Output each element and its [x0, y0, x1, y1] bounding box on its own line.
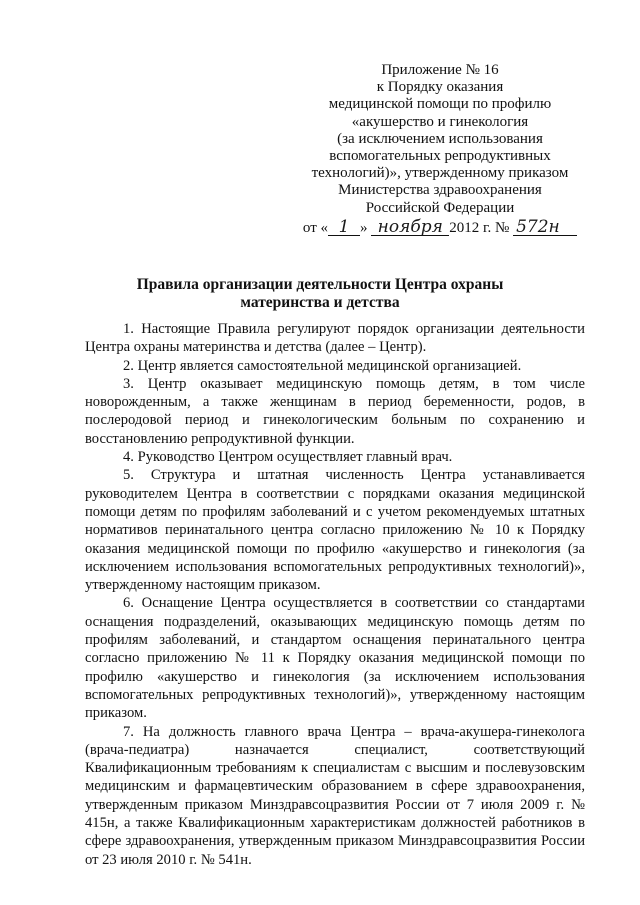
appendix-line: Российской Федерации — [365, 199, 515, 216]
appendix-line: вспомогательных репродуктивных — [329, 148, 551, 165]
order-date-line — [300, 216, 580, 237]
date-year: 2012 г. № — [449, 219, 510, 236]
paragraph: 1. Настоящие Правила регулируют порядок организации деятельности Центра охраны материнства и детства (далее – Центр). — [85, 321, 585, 356]
paragraph: 7. На должность главного врача Центра – врача-акушера-гинеколога (врача-педиатра) назначается специалист, соответствующий Квалификационным требованиям к специалистам с высшим и послевузовским медицинским и фармацевтическим образованием в сфере здравоохранения, утвержденным приказом Минздравсоцразвития России от 7 июля 2009 г. № 415н, а также Квалификационным характеристикам должностей работников в сфере здравоохранения, утвержденным приказом Минздравсоцразвития России от 23 июля 2010 г. № 541н. — [85, 723, 585, 868]
appendix-line: «акушерство и гинекология — [351, 113, 529, 130]
appendix-line: к Порядку оказания — [376, 79, 504, 96]
paragraph: 3. Центр оказывает медицинскую помощь детям, в том числе новорожденным, а также женщинам в период беременности, родов, в послеродовой период и гинекологическим больным по сохранению и восстановлению репродуктивной функции. — [85, 375, 585, 447]
document-title — [100, 276, 540, 312]
appendix-line: Приложение № 16 — [381, 62, 499, 78]
title-line-1: Правила организации деятельности Центра охраны — [136, 276, 504, 293]
paragraph: 4. Руководство Центром осуществляет главный врач. — [123, 449, 453, 466]
handwritten-month: ноября — [371, 219, 449, 236]
handwritten-day: 1 — [328, 219, 360, 236]
rules-body — [85, 320, 585, 869]
appendix-line: (за исключением использования — [337, 130, 543, 147]
date-mid: » — [360, 219, 368, 236]
appendix-line: технологий)», утвержденному приказом — [311, 165, 569, 182]
title-line-2: материнства и детства — [240, 294, 400, 311]
appendix-header — [300, 62, 580, 237]
paragraph: 2. Центр является самостоятельной медицинской организацией. — [123, 357, 522, 374]
date-prefix: от « — [302, 219, 329, 236]
handwritten-order-number: 572н — [513, 219, 577, 236]
appendix-line: Министерства здравоохранения — [338, 182, 542, 199]
appendix-line: медицинской помощи по профилю — [328, 96, 552, 113]
paragraph: 6. Оснащение Центра осуществляется в соответствии со стандартами оснащения подразделений, оказывающих медицинскую помощь детям по профилям заболеваний, и стандартом оснащения перинатального центра согласно приложению № 11 к Порядку оказания медицинской помощи по профилю «акушерство и гинекология (за исключением использования вспомогательных репродуктивных технологий)», утвержденному настоящим приказом. — [85, 595, 585, 722]
paragraph: 5. Структура и штатная численность Центра устанавливается руководителем Центра в соответствии с порядками оказания медицинской помощи детям по профилям заболеваний и с учетом рекомендуемых штатных нормативов перинатального центра согласно приложению № 10 к Порядку оказания медицинской помощи по профилю «акушерство и гинекология (за исключением использования вспомогательных репродуктивных технологий)», утвержденному настоящим приказом. — [85, 467, 585, 594]
